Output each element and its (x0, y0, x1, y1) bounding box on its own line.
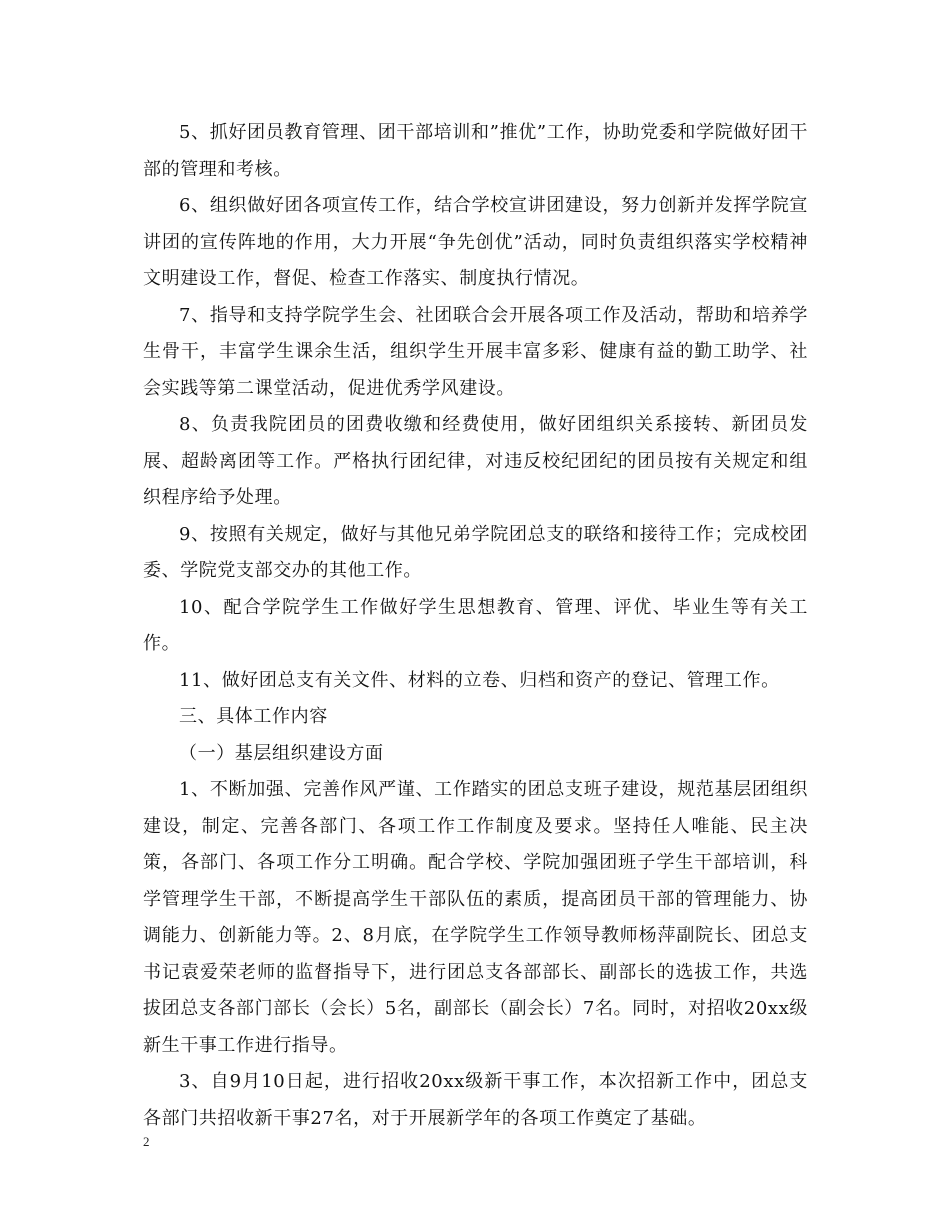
paragraph-org-building-3: 3、自9月10日起，进行招收20xx级新干事工作，本次招新工作中，团总支各部门共招收新干事27名，对于开展新学年的各项工作奠定了基础。 (143, 1071, 808, 1129)
page-number: 2 (143, 1134, 150, 1149)
paragraph-item-5: 5、抓好团员教育管理、团干部培训和”推优”工作，协助党委和学院做好团干部的管理和考核。 (143, 122, 808, 180)
paragraph-org-building-1: 1、不断加强、完善作风严谨、工作踏实的团总支班子建设，规范基层团组织建设，制定、完善各部门、各项工作工作制度及要求。坚持任人唯能、民主决策，各部门、各项工作分工明确。配合学校、学院加强团班子学生干部培训，科学管理学生干部，不断提高学生干部队伍的素质，提高团员干部的管理能力、协调能力、创新能力等。2、8月底，在学院学生工作领导教师杨萍副院长、团总支书记袁爱荣老师的监督指导下，进行团总支各部部长、副部长的选拔工作，共选拔团总支各部门部长（会长）5名，副部长（副会长）7名。同时，对招收20xx级新生干事工作进行指导。 (143, 779, 808, 1056)
section-heading-3: 三、具体工作内容 (179, 706, 328, 727)
paragraph-item-9: 9、按照有关规定，做好与其他兄弟学院团总支的联络和接待工作；完成校团委、学院党支部交办的其他工作。 (143, 523, 808, 581)
document-body (143, 115, 808, 1137)
paragraph-item-8: 8、负责我院团员的团费收缴和经费使用，做好团组织关系接转、新团员发展、超龄离团等工作。严格执行团纪律，对违反校纪团纪的团员按有关规定和组织程序给予处理。 (143, 414, 808, 508)
paragraph-item-10: 10、配合学院学生工作做好学生思想教育、管理、评优、毕业生等有关工作。 (143, 596, 808, 654)
paragraph-item-11: 11、做好团总支有关文件、材料的立卷、归档和资产的登记、管理工作。 (179, 669, 780, 691)
subsection-heading-1: （一）基层组织建设方面 (179, 742, 384, 764)
paragraph-item-7: 7、指导和支持学院学生会、社团联合会开展各项工作及活动，帮助和培养学生骨干，丰富学生课余生活，组织学生开展丰富多彩、健康有益的勤工助学、社会实践等第二课堂活动，促进优秀学风建设。 (143, 304, 808, 399)
paragraph-item-6: 6、组织做好团各项宣传工作，结合学校宣讲团建设，努力创新并发挥学院宣讲团的宣传阵地的作用，大力开展“争先创优”活动，同时负责组织落实学校精神文明建设工作，督促、检查工作落实、制度执行情况。 (143, 195, 808, 289)
